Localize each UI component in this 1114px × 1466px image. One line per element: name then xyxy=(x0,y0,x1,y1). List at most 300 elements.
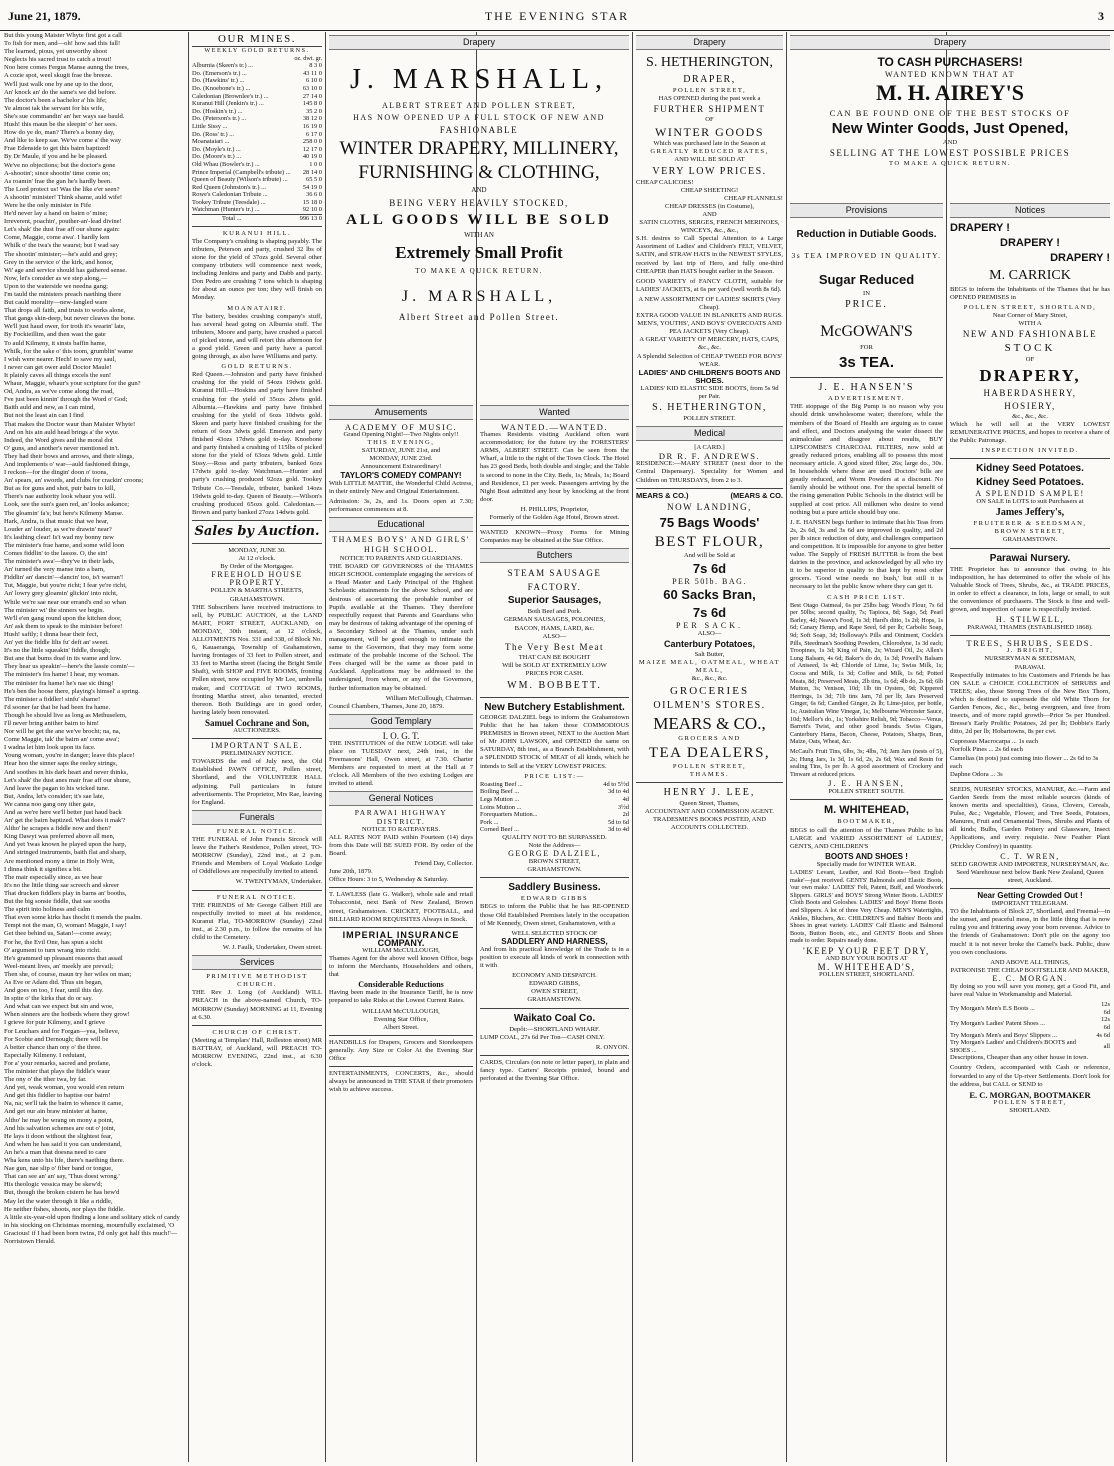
cards-text: CARDS, Circulars (on note or letter paper), in plain and fancy type. Carters' Receipts printed, bound and perforated at the Evening Star Office. xyxy=(480,1058,629,1083)
iogt-text: THE INSTITUTION of the NEW LODGE will take place on TUESDAY next, 24th inst., in the Freemasons' Hall, Owen street, at 7.30. Charter Members are requested to meet at the Hall at 7 o'clock. All Members of the two existing Lodges are invited to attend. xyxy=(329,739,473,788)
poem-line: Neglects his sacred trust to catch a trout! xyxy=(4,56,112,64)
mine-row xyxy=(192,199,322,207)
heth-of: OF xyxy=(705,116,714,124)
heth-mercery: A GREAT VARIETY OF MERCERY, HATS, CAPS, &c., &c. xyxy=(639,336,780,352)
morgan-and: AND ABOVE ALL THINGS, xyxy=(990,958,1070,966)
provisions-bar: Provisions xyxy=(790,203,943,218)
poem-line: But ane that bums doaf in its wame and low. xyxy=(4,655,122,663)
saddlery-big: SADDLERY AND HARNESS, xyxy=(501,936,608,946)
academy-text: With LITTLE MATTIE, the Wonderful Child Actress, in their entirely New and Original Entertainment. xyxy=(329,479,473,495)
poem-line: O' guns, and another's never mentioned in't. xyxy=(4,444,120,452)
heth-tweed: A Splendid Selection of CHEAP TWEED FOR BOYS' WEAR. xyxy=(636,352,783,368)
provisions-column xyxy=(790,200,943,1462)
whitehead-trade: BOOTMAKER, xyxy=(837,818,896,826)
price-row xyxy=(480,781,629,789)
waikato-text: LUMP COAL, 27s 6d Per Ton—CASH ONLY. xyxy=(480,1033,605,1041)
poem-line: Were he the only minister in Fife xyxy=(4,201,91,209)
saddlery-street: OWEN STREET, xyxy=(531,988,578,996)
highway-text: ALL RATES NOT PAID within Fourteen (14) days from this Date will BE SUED FOR. By order of the Board. xyxy=(329,833,473,857)
heth-skirts: A NEW ASSORTMENT OF LADIES' SKIRTS (Very Cheap). xyxy=(638,295,781,311)
funerals-bar: Funerals xyxy=(192,810,322,825)
morgan-row-value: 12s 6d xyxy=(1101,1001,1110,1016)
hetherington-column xyxy=(636,32,783,1462)
iogt-title: I. O. G. T. xyxy=(382,730,420,741)
poem-line: Hear hoo the sinner saps the reeley strings, xyxy=(4,760,118,768)
jeffery-t1: Kidney Seed Potatoes. xyxy=(976,463,1084,475)
heth-reduced: GREATLY REDUCED RATES, xyxy=(650,148,769,156)
mine-row xyxy=(192,146,322,154)
butcher-name: WM. BOBBETT. xyxy=(507,679,602,691)
mears-oilmen: OILMEN'S STORES. xyxy=(653,699,766,711)
mears-head-right: (MEARS & CO. xyxy=(730,490,783,500)
poem-line: His theologic vessica may be skew'd; xyxy=(4,1181,103,1189)
highway-notice: NOTICE TO RATEPAYERS. xyxy=(361,825,441,833)
mines-subtitle: WEEKLY GOLD RETURNS. xyxy=(204,47,310,54)
morgan-row xyxy=(950,1032,1110,1040)
auctioneers-sub: AUCTIONEERS. xyxy=(233,727,281,734)
mine-row xyxy=(192,169,322,177)
marshall-bought: BEING VERY HEAVILY STOCKED, xyxy=(389,198,569,208)
general-bar: General Notices xyxy=(329,791,473,806)
mine-row-value: 43 11 0 xyxy=(303,69,322,77)
price-row-label: Pork ... xyxy=(480,818,499,826)
mears-grocers: GROCERS AND xyxy=(678,734,741,742)
price-row-value: 2d xyxy=(622,811,629,819)
mears-price: 7s 6d xyxy=(692,560,727,576)
mine-row-value: 65 5 0 xyxy=(306,176,322,184)
marshall-sold: ALL GOODS WILL BE SOLD xyxy=(346,212,612,228)
poem-line: And get this fiddler to baptise our bairn! xyxy=(4,1092,111,1100)
airey-goods: New Winter Goods, Just Opened, xyxy=(831,120,1069,138)
waikato-title: Waikato Coal Co. xyxy=(513,1012,596,1024)
lee-text: ACCOUNTANT AND COMMISSION AGENT. xyxy=(645,807,774,815)
imperial-reductions: Considerable Reductions xyxy=(358,980,444,990)
poem-line: Let's shak' the dust frae aff our shune again: xyxy=(4,226,120,234)
mears-town: THAMES. xyxy=(689,770,730,778)
poem-line: As Eve or Adam did. Thus sin began, xyxy=(4,978,103,986)
poem-line: And on his ain auld head brings a' the wyte. xyxy=(4,428,120,436)
poem-line: An' yet the fiddle lilts fu' deft an' sweet. xyxy=(4,639,109,647)
dalziel-title: New Butchery Establishment. xyxy=(484,701,625,713)
poem-line: And get our ain braw minister at hame, xyxy=(4,1108,108,1116)
carrick-haber: HABERDASHERY, xyxy=(983,387,1077,398)
mine-row-value: 258 0 0 xyxy=(302,138,322,146)
poem-line: That drops all faith, and trusts to works alone, xyxy=(4,307,126,315)
poem-line: Hark, Andra, is that music that we hear, xyxy=(4,517,109,525)
poem-line: The doctor's been a bachelor a' his life; xyxy=(4,96,107,104)
medical-bar: Medical xyxy=(636,426,783,441)
mine-row-label: Alburnia (Skeen's tr.) ... xyxy=(192,62,253,70)
carrick-inspect: INSPECTION INVITED. xyxy=(981,446,1079,454)
academy-company: TAYLOR'S COMEDY COMPANY! xyxy=(340,470,462,480)
poem-line: Though he should live as long as Methuselem, xyxy=(4,711,127,719)
dalziel-town: GRAHAMSTOWN. xyxy=(527,866,582,874)
wanted-bar: Wanted xyxy=(480,405,629,420)
hansen-text2: J. E. HANSEN begs further to intimate that his Teas from 2s, 2s 6d, 3s and 3s 6d are improved in quality, and 2d per lb since reduction of duty, and challenges comparison and competition. It is impossible for anyone to give better value. The Supply of FRESH BUTTER is from the best dairies in the province, and acknowledged by all who try it to be superior in quality to that kept by most other grocers. 'Good wine needs no bush,' but still it is necessary to let the public know where they can get it. xyxy=(790,518,943,591)
price-row-label: Boiling Beef ... xyxy=(480,788,520,796)
mine-row-label: Red Queen (Johnston's tr.) ... xyxy=(192,183,266,191)
drapery-bar-2: Drapery xyxy=(636,35,783,50)
heth-draper: DRAPER, xyxy=(683,74,736,85)
poem-line: Are mentioned mony a time in Holy Writ, xyxy=(4,857,115,865)
poem-line: The minister fra hame! he's nae sic thing! xyxy=(4,679,114,687)
poem-line: An' spears, an' swords, and clubs for crackin' croons; xyxy=(4,477,144,485)
poem-line: Wha kens unto his life, there's naething there. xyxy=(4,1157,125,1165)
poem-line: But, though the broken cistern he has hew'd xyxy=(4,1189,120,1197)
poem-line: A-shootin'; since shootin' time come on; xyxy=(4,169,111,177)
academy-admission: Admission: 3s, 2s, and 1s. Doors open at 7.30; performance commences at 8. xyxy=(329,497,473,513)
imperial-text2: Having been made in the Insurance Tariff, he is now prepared to take Risks at the Lowest Current Rates. xyxy=(329,989,473,1005)
poem-line: Ye almost tak the servant for his wife, xyxy=(4,104,105,112)
poem-line: We've no objections; but the doctor's gone xyxy=(4,161,116,169)
mine-row xyxy=(192,70,322,78)
mines-title: OUR MINES. xyxy=(192,32,322,47)
price-row xyxy=(480,804,629,812)
jeffery-text: ON SALE in LOTS to suit Purchasers at xyxy=(976,498,1084,506)
butcher-best: The Very Best Meat xyxy=(504,641,605,652)
poem-line: Nor will he get the ane we've brocht; na, na, xyxy=(4,728,121,736)
academy-line4: MONDAY, JUNE 23rd. xyxy=(369,455,433,463)
poem-line: Indeed, the Word gives and the moral dot xyxy=(4,436,113,444)
morgan-text: TO the Inhabitants of Block 27, Shortland, and Freemal—in the sunset, and peaceful mess, in the little thing that is now ruling you and frittering away your born revenue. Advice to the friends of Grahamstown: Don't pile on the agony too much! it is not never broke the Camel's back. Public, draw you own conclusions. xyxy=(950,908,1110,956)
poem-line: The minister that plays the fiddle's waur xyxy=(4,1068,110,1075)
bright-norfolk: Norfolk Pines ... 2s 6d each xyxy=(950,746,1023,754)
poem-line: It's no the little thing sae screech and skreer xyxy=(4,881,120,889)
poem-line: An' knock an' do the same's we did before. xyxy=(4,88,117,96)
lee-street: Queen Street, Thames, xyxy=(679,799,740,807)
heth-mens: MEN'S, YOUTHS', AND BOYS' OVERCOATS AND PEA JACKETS (Very Cheap). xyxy=(637,320,782,336)
drapery-bar-1: Drapery xyxy=(329,35,629,50)
jeffery-t2: Kidney Seed Potatoes. xyxy=(976,477,1084,489)
poem-line: And leave the pagan to his wicked tune. xyxy=(4,784,110,792)
poem-line: I grieve for puir Kilmeny, and I grieve xyxy=(4,1019,106,1027)
poem-line: I've just been kinnin' through the Word o' God; xyxy=(4,396,128,404)
poem-line: A shootin' minister! Think shame, auld wife! xyxy=(4,193,123,201)
auction-by: By Order of the Mortgagee. xyxy=(220,563,294,571)
poem-line: Weel-meant lives, an' meekly are prevail; xyxy=(4,962,114,970)
marshall-address: ALBERT STREET AND POLLEN STREET, xyxy=(382,101,576,110)
whitehead-name: M. WHITEHEAD, xyxy=(824,804,909,817)
funeral1-text: THE FUNERAL of John Francis Sircock will leave the Father's Residence, Pollen street, TO-MORROW (Sunday), 22nd inst., at 2 p.m. Friends and Members of Loyal Waikato Lodge of Oddfellows are respectfully invited to attend. xyxy=(192,835,322,876)
heth-attention: S.H. desires to Call Special Attention to a Large Assortment of Ladies' and Children's FELT, VELVET, SATIN, and STRAW HATS in the NEWEST STYLES, received by last trip of Hero, and fully one-third CHEAPER than HATS bought earlier in the Season. xyxy=(636,235,783,275)
whitehead-special: Specially made for WINTER WEAR. xyxy=(816,860,917,868)
butcher-bacon: BACON, HAMS, LARD, &c. xyxy=(514,624,595,632)
important-sale: IMPORTANT SALE. xyxy=(211,741,303,751)
lee-text2: TRADESMEN'S BOOKS POSTED, AND ACCOUNTS COLLECTED. xyxy=(653,815,766,832)
hansen-cash: CASH PRICE LIST. xyxy=(827,593,906,601)
poem-line: The shootin' minister;—he's auld and grey; xyxy=(4,250,118,258)
poem-line: An he's a man that doesna need to care xyxy=(4,1148,107,1156)
poem-line: I wadna let him look upon its face. xyxy=(4,744,96,752)
mears-landing: NOW LANDING, xyxy=(667,501,752,512)
poem-line: I wish were nearer. Hech! to save my saul, xyxy=(4,355,117,363)
poem-line: I'd sooner far that he had been fra hame. xyxy=(4,703,111,711)
notices-column xyxy=(950,200,1110,1462)
parawai-sign: H. STILWELL, xyxy=(995,615,1065,625)
hansen-sign-street: POLLEN STREET SOUTH. xyxy=(828,788,905,796)
wanted1-sign2: Formerly of the Golden Age Hotel, Brown street. xyxy=(489,514,620,522)
page-header xyxy=(0,0,1114,31)
poem-line: Especially Kilmeny. I redutant, xyxy=(4,1051,87,1059)
price-row xyxy=(480,788,629,796)
bright-camelias: Camelias (in pots) just coming into flower ... 2s 6d to 3s each xyxy=(950,754,1099,770)
poem-line: But cauld morality—new-fangled ware xyxy=(4,299,108,307)
highway-sign: Friend Day, Collector. xyxy=(414,860,473,868)
price-row-label: Legs Mutton ... xyxy=(480,795,520,803)
whitehead-boots: BOOTS AND SHOES ! xyxy=(825,851,908,861)
imperial-title: IMPERIAL INSURANCE xyxy=(342,929,460,940)
kuranui-title: KURANUI HILL. xyxy=(222,229,292,237)
airey-and: AND xyxy=(942,139,958,147)
poem-column xyxy=(4,32,184,1462)
airey-selling: SELLING AT THE LOWEST POSSIBLE PRICES xyxy=(829,148,1071,159)
carrick-drapery3: DRAPERY ! xyxy=(1050,252,1110,264)
mine-row-label: Do. (Moore's tr.) ... xyxy=(192,153,242,161)
poem-line: Upon to the waterside we needna gang; xyxy=(4,282,108,290)
poem-line: An' turned the very manse into a barn, xyxy=(4,566,105,574)
marshall-quick: TO MAKE A QUICK RETURN. xyxy=(415,267,543,275)
hansen-adv: ADVERTISEMENT. xyxy=(827,395,906,403)
price-row xyxy=(480,826,629,834)
price-row xyxy=(480,819,629,827)
academy-line3: SATURDAY, JUNE 21st, and xyxy=(361,447,441,455)
imperial-agent: WILLIAM McCULLOUGH, xyxy=(362,946,440,954)
hansen-text3: McCaul's Fruit Tins, 6lbs, 3s; 4lbs, 7d; Jam Jars (nests of 5), 2s; Hung Jars, 1s 3d, 1s 6d, 2s, 2s 6d; Wax and Resin for sealing Tins, 1s per lb. A good assortment of Crockery and Tinware at reduced prices. xyxy=(790,747,943,778)
poem-line: Get thee behind us, Satan!—come away; xyxy=(4,930,112,938)
poem-line: For Leuchars and for Forgan—yea, believe, xyxy=(4,1027,120,1035)
highway-hours: Office Hours: 3 to 5, Wednesday & Saturday. xyxy=(329,876,449,884)
poem-line: For he, the Evil One, has spun a sicht xyxy=(4,938,103,946)
dalziel-price-title: PRICE LIST:— xyxy=(524,772,585,780)
heth-winter: WINTER GOODS xyxy=(655,125,764,140)
poem xyxy=(4,32,184,1246)
hansen-text: THE stoppage of the Big Pump is no reason why you should drink unwholesome water; therefore, while the members of the Board of Health are arguing as to cause and effect, and Doctors analysing the water dissect the animalculae and disagree about results, BUY LIPSCOMBE'S CHARCOAL FILTERS, now sold at greatly reduced prices, enabling all to possess this most necessary article. A good sized filter, 26s; large do., 30s. In households where these are used Doctors' bills are greatly reduced, and Worm Powders at a discount. No family should be without one. For the special benefit of the rising generation Public Schools in the district will be supplied at cost price. All milkmen who desire to vend nothing but a pure article should buy one. xyxy=(790,403,943,516)
mine-row-value: 15 18 0 xyxy=(302,198,322,206)
jeffery-street: BROWN STREET, xyxy=(994,528,1066,536)
poem-line: And his salvation schemes are out o' joint, xyxy=(4,1124,116,1132)
poem-line: He'd never lay a hand on bairn o' mine; xyxy=(4,210,108,218)
mears-also: ALSO— xyxy=(697,630,722,638)
marshall-name2: J. MARSHALL, xyxy=(401,288,557,305)
carrick-drapery: DRAPERY, xyxy=(979,365,1081,385)
auctioneers: Samuel Cochrane and Son, xyxy=(204,717,310,728)
mines-total xyxy=(192,214,322,223)
heth-low: VERY LOW PRICES. xyxy=(652,165,767,177)
mears-etc: &c., &c., &c. xyxy=(691,675,728,683)
morgan-row-label: Try Morgan's Men's and Boys' Slippers ... xyxy=(950,1031,1057,1039)
price-row-value: 3d to 4d xyxy=(608,788,629,796)
issue-date: June 21, 1879. xyxy=(8,9,81,23)
mine-row-label: Do. (Knoebone's tr.) ... xyxy=(192,84,251,92)
carrick-with: WITH A xyxy=(1018,320,1042,328)
mears-flour: BEST FLOUR, xyxy=(654,533,765,550)
templary-bar: Good Templary xyxy=(329,714,473,729)
mine-row xyxy=(192,62,322,70)
mine-row-value: 40 19 0 xyxy=(302,153,322,161)
poem-line: I reckon—for the dingin' doon o' toons, xyxy=(4,469,109,477)
imperial-sign: WILLIAM McCULLOUGH, xyxy=(362,1007,440,1015)
gold-title: GOLD RETURNS. xyxy=(221,363,293,371)
butcher-sold: Will be SOLD AT EXTREMELY LOW xyxy=(502,661,607,669)
school-notice: NOTICE TO PARENTS AND GUARDIANS. xyxy=(339,555,463,563)
jeffery-name: James Jeffery's, xyxy=(995,507,1065,519)
mines-units: oz. dwt. gr. xyxy=(294,54,322,62)
mcgowan-price: PRICE. xyxy=(845,299,888,311)
price-row-value: 3d to 4d xyxy=(608,826,629,834)
mine-row-label: Do. (Emerson's tr.) ... xyxy=(192,69,247,77)
poem-line: Young woman, you're in danger; leave this place! xyxy=(4,752,135,760)
mine-row-value: 1 0 0 xyxy=(309,160,322,168)
mine-row-label: Do. (Ross' tr.) ... xyxy=(192,130,234,138)
poem-line: For a' your remarks, sacred and profane, xyxy=(4,1059,111,1067)
poem-line: And yet, weak woman, you would e'en return xyxy=(4,1084,125,1092)
poem-line: And implements o' war—auld fashioned things, xyxy=(4,460,131,468)
morgan-row xyxy=(950,1016,1110,1031)
primitive-text: THE Rev J. Long (of Auckland) WILL PREACH in the above-named Church, TO-MORROW (Sunday) MORNING at 11, Evening at 6.30. xyxy=(192,989,322,1021)
bright-town: PARAWAI. xyxy=(1014,663,1046,671)
airey-cash: TO CASH PURCHASERS! xyxy=(877,55,1023,69)
highway-date: June 20th, 1879. xyxy=(329,868,373,876)
lawless-text: T. LAWLESS (late G. Walker), whole sale and retail Tobacconist, next Bank of New Zealand, Brown street, Grahamstown. CRICKET, FOOTBALL, and BILLIARD ROOM REQUISITES Always in Stock. xyxy=(329,891,473,923)
jeffery-town: GRAHAMSTOWN. xyxy=(1002,536,1058,544)
mears-header xyxy=(636,492,783,500)
morgan-row-value: 4s 6d xyxy=(1096,1031,1110,1039)
poem-line: In spite o' the kirks that do or say. xyxy=(4,995,93,1003)
price-row-value: 5d to 6d xyxy=(608,818,629,826)
academy-line5: Announcement Extraordinary! xyxy=(360,463,442,471)
poem-line: Od, Andra, as we've come along the road, xyxy=(4,388,114,396)
heth-satin: SATIN CLOTHS, SERGES, FRENCH MERINOES, WINCEYS, &c., &c., xyxy=(639,219,780,235)
heth-further: FURTHER SHIPMENT xyxy=(653,104,766,115)
marshall-furnishing: FURNISHING & CLOTHING, xyxy=(358,162,600,183)
notices-bar: Notices xyxy=(950,203,1110,218)
auction-text: THE Subscribers have received instructions to sell, by PUBLIC AUCTION, at the LAND MART, FORT STREET, AUCKLAND, on MONDAY, 30th instant, at 12 o'clock, ALLOTMENTS Nos. 331 and 338, of Block No. 6, Kauaeranga, Township of Grahamstown, having frontages of 33 feet to Pollen street, and 33 feet to Martha street (facing the Bright Smile Shaft), with SHOP and FIVE ROOMS, fronting Pollen street, now occupied by Mr Lee, umbrella maker, and COTTAGE of TWO ROOMS, fronting Martha street, also tenanted, erected thereon. Both Buildings are in good order, having lately been renovated. xyxy=(192,603,322,716)
mine-row-label: Little Sissy ... xyxy=(192,122,228,130)
poem-line: But, Andra, let's consider; it's sae late, xyxy=(4,792,105,800)
heth-dresses: CHEAP DRESSES (in Costume), xyxy=(664,202,755,210)
saddlery-text2: And from his practical knowledge of the Trade is in a position to execute all kinds of work in connection with it with xyxy=(480,945,629,970)
amusements-column xyxy=(329,402,473,1462)
price-row-label: Forequarters Mutton... xyxy=(480,811,538,819)
morgan-row xyxy=(950,1001,1110,1016)
wanted1-text: Thames Residents visiting Auckland often want accommodation; for the future try the FORESTERS' ARMS, ALBERT STREET. Can be seen from the Wharf, a little to the right of the Town Clock. The Hotel has 23 good Beds, both double and single; and the Table is second to none in the City. Beds, 1s; Meals, 1s; Board and Residence, £1 per week. Passengers arriving by the Night Boat admitted any hour by knocking at the front door. xyxy=(480,431,629,503)
wren-trade: SEED GROWER AND IMPORTER, NURSERYMAN, &c. xyxy=(950,860,1110,868)
saddlery-town: GRAHAMSTOWN. xyxy=(527,996,582,1004)
poem-line: We canna noo gang ony ither gate, xyxy=(4,800,96,808)
poem-line: He lays it doon without the slightest fear, xyxy=(4,1132,113,1140)
mine-row-label: Moanataiari ... xyxy=(192,138,230,146)
saddlery-sign: EDWARD GIBBS, xyxy=(529,980,580,988)
poem-line: Whaur, Maggie, whaur's your scripture for the gun? xyxy=(4,380,141,388)
mine-row xyxy=(192,93,322,101)
funeral2-sign: W. J. Faulk, Undertaker, Owen street. xyxy=(222,944,322,952)
dalziel-text: GEORGE DALZIEL begs to inform the Grahamstown Public that he has taken those COMMODIOUS PREMISES in Brown street, NEXT to the Auction Mart of Mr JOHN LAWSON, and OPENED the same on SATURDAY, 8th inst., as a Branch Establishment, with a SPLENDID STOCK of MEAT of all kinds, which he intends to Sell at the VERY LOWEST PRICES. xyxy=(480,713,629,770)
airey-name: M. H. AIREY'S xyxy=(876,80,1024,106)
poem-line: I dinna think it signifies a bit. xyxy=(4,865,82,873)
price-row-value: 3½d xyxy=(617,803,629,811)
parawai-title: Parawai Nursery. xyxy=(989,552,1071,564)
airey-wanted: WANTED KNOWN THAT AT xyxy=(885,70,1015,79)
poem-line: He neither fishes, shoots, nor plays the fiddle. xyxy=(4,1205,125,1213)
poem-line: Fiddlin' an' dancin'—dancin' too, is't warran'! xyxy=(4,574,124,582)
mine-row-value: 16 19 0 xyxy=(302,122,322,130)
carrick-etc: &c., &c., &c. xyxy=(1012,412,1048,420)
poem-line: But this young Maister Whyte first got a call xyxy=(4,32,122,39)
poem-line: To fish for men, and—oh! how sad this fall! xyxy=(4,40,121,48)
poem-line: Come, Maggie, come awa'. I hardly ken xyxy=(4,234,110,242)
auction-title: Sales by Auction. xyxy=(194,523,320,539)
morgan-row xyxy=(950,1039,1110,1054)
marshall-with: WITH AN xyxy=(464,231,494,239)
wanted2-text: WANTED KNOWN—Proxy Forms for Mining Companies may be obtained at the Star Office. xyxy=(480,529,629,545)
poem-line: Tut, Maggie, but you're richt; I fear ye're richt, xyxy=(4,582,127,590)
poem-line: To auld Kilmeny, it sinsts baffin hame, xyxy=(4,339,107,347)
bright-name: J. BRIGHT, xyxy=(1006,647,1054,655)
poem-line: While we're sae near our errand's end so whan xyxy=(4,598,127,606)
handbills-text: HANDBILLS for Drapers, Grocers and Storekeepers generally. Any Size or Color At the Evening Star Office xyxy=(329,1038,473,1062)
waikato-sign: R. ONYON. xyxy=(595,1043,629,1051)
entertainments-text: ENTERTAINMENTS, CONCERTS, &c., should always be announced in THE STAR if their promoters wish to achieve success. xyxy=(329,1070,473,1094)
carrick-street: POLLEN STREET, SHORTLAND, xyxy=(963,304,1097,312)
mine-row-label: Do. (Peterson's tr.) ... xyxy=(192,115,247,123)
carrick-stock: STOCK xyxy=(1004,342,1056,355)
andrews-name: DR R. F. ANDREWS. xyxy=(658,451,761,462)
funeral1-sign: W. TWENTYMAN, Undertaker. xyxy=(235,878,322,886)
poem-line: How do ye do, man? There's a bonny day, xyxy=(4,129,115,137)
academy-line1: Grand Opening Night!—Two Nights only!! xyxy=(343,431,459,439)
jeffery-sample: A SPLENDID SAMPLE! xyxy=(975,489,1085,499)
auction-date: MONDAY, JUNE 30. xyxy=(228,546,286,554)
carrick-drapery2: DRAPERY ! xyxy=(1000,237,1060,249)
poem-line: But the big sonsie fiddle, that sae sooths xyxy=(4,898,111,906)
dalziel-note: Note the Address— xyxy=(528,841,581,849)
hansen-name: J. E. HANSEN'S xyxy=(818,382,915,394)
poem-line: That even some kirks has thocht it mends the psalm. xyxy=(4,914,143,922)
poem-line: The mair especially since, as we hear xyxy=(4,873,103,881)
imperial-text: Thames Agent for the above well known Office, begs to inform the Merchants, Householders and others, that xyxy=(329,954,473,979)
mears-street: POLLEN STREET, xyxy=(672,762,747,770)
poem-line: And as we're here we'll better just haud back xyxy=(4,809,122,816)
imperial-street: Albert Street. xyxy=(383,1023,419,1031)
morgan-street: POLLEN STREET, xyxy=(993,1098,1067,1106)
hansen-sign: J. E. HANSEN, xyxy=(828,779,905,789)
heth-flannels: CHEAP FLANNELS! xyxy=(724,194,783,202)
heth-sold: AND WILL BE SOLD AT xyxy=(674,156,745,164)
auction-streets: POLLEN & MARTHA STREETS, GRAHAMSTOWN. xyxy=(210,587,304,603)
heth-sheeting: CHEAP SHEETING! xyxy=(680,186,739,194)
airey-quick: TO MAKE A QUICK RETURN. xyxy=(888,160,1012,168)
poem-line: It's no the little squeakin' fiddle, though; xyxy=(4,647,111,655)
poem-line: Now, let's consider as we step along,— xyxy=(4,274,108,282)
poem-line: They hear us speakin'—here's the lassie comin'— xyxy=(4,663,135,671)
price-row-label: Roasting Beef ... xyxy=(480,780,523,788)
dalziel-quality: QUALITY NOT TO BE SURPASSED. xyxy=(502,833,607,841)
carrick-hosiery: HOSIERY, xyxy=(1004,400,1056,411)
poem-line: I'll never bring anither bairn to him! xyxy=(4,719,99,727)
poem-line: And like to keep sae. We've come a' the way xyxy=(4,137,122,145)
mine-row-value: 38 12 0 xyxy=(302,115,322,123)
drapery-bar-3: Drapery xyxy=(790,35,1110,50)
mine-row-label: Tookey Tribute (Teesdale) ... xyxy=(192,198,266,206)
heth-calicoes: CHEAP CALICOES! xyxy=(636,178,694,186)
jeffery-trade: FRUITERER & SEEDSMAN, xyxy=(973,520,1087,528)
academy-line2: THIS EVENING, xyxy=(367,439,435,447)
imperial-office: Evening Star Office, xyxy=(373,1015,429,1023)
airey-found: CAN BE FOUND ONE OF THE BEST STOCKS OF xyxy=(829,108,1071,119)
mine-row xyxy=(192,153,322,161)
mine-row xyxy=(192,191,322,199)
poem-line: And what can we expect but sin and woe, xyxy=(4,1003,114,1011)
